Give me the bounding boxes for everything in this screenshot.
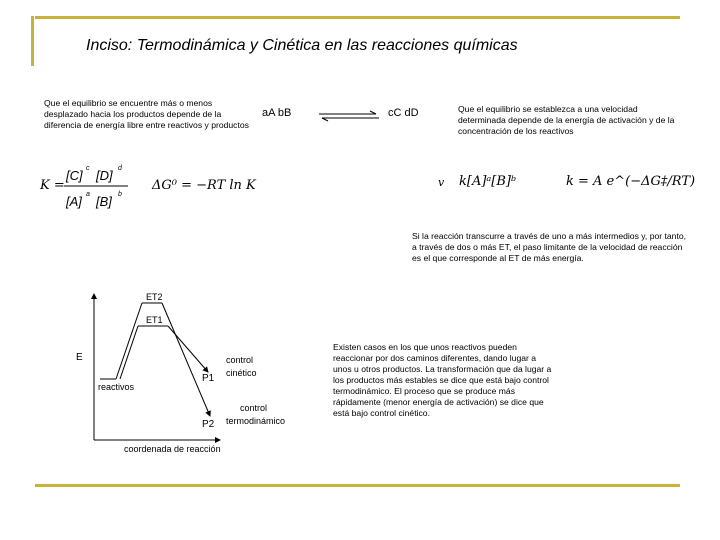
- equilibrium-text: Que el equilibrio se encuentre más o menos desplazado hacia los productos depende de la diferencia de energía libre entre reactivos y productos: [44, 98, 249, 130]
- x-axis-label: coordenada de reacción: [124, 444, 221, 454]
- delta-g-formula: ΔG⁰ = −RT ln K: [152, 178, 256, 193]
- label-et2: ET2: [146, 292, 163, 302]
- reaction-paths-text: Existen casos en los que unos reactivos pueden reaccionar por dos caminos diferentes, dando lugar a unos u otros productos. La transformación que da lugar a los productos más estables se dice que está bajo control termodinámico. El proceso que se produce más rápidamente (menor energía de activación) se dice que está bajo control cinético.: [333, 342, 552, 418]
- left-rule: [31, 16, 34, 66]
- rate-v: v: [438, 176, 445, 189]
- label-control-kinetic-2: cinético: [226, 368, 257, 378]
- label-control-thermo-2: termodinámico: [226, 416, 286, 426]
- svg-text:a: a: [86, 191, 90, 198]
- svg-text:[B]: [B]: [96, 194, 112, 209]
- reaction-arrow: [318, 110, 380, 122]
- rate-expression: k[A]ᵃ[B]ᵇ: [459, 174, 517, 189]
- svg-text:[A]: [A]: [66, 194, 82, 209]
- intermediates-text: Si la reacción transcurre a través de uno a más intermedios y, por tanto, a través de dos o más ET, el paso limitante de la velocidad de reacción es el que corresponde al ET de más energía.: [412, 231, 687, 263]
- rate-constant: k = A e^(−ΔG‡/RT): [566, 174, 696, 189]
- slide-title: Inciso: Termodinámica y Cinética en las reacciones químicas: [86, 37, 518, 54]
- bottom-rule: [35, 484, 680, 487]
- products: cC dD: [388, 107, 419, 119]
- label-p1: P1: [202, 373, 215, 384]
- label-control-kinetic-1: control: [226, 355, 254, 365]
- top-rule: [35, 16, 680, 19]
- reactants: aA bB: [262, 107, 292, 119]
- kinetics-text: Que el equilibrio se establezca a una velocidad determinada depende de la energía de activación y de la concentración de los reactivos: [458, 104, 675, 136]
- svg-text:c: c: [86, 165, 90, 172]
- energy-diagram: [70, 290, 310, 455]
- k-eq-fraction: [62, 162, 132, 214]
- label-p2: P2: [202, 419, 215, 430]
- svg-text:[D]: [D]: [96, 168, 113, 183]
- svg-text:[C]: [C]: [66, 168, 83, 183]
- label-control-thermo-1: control: [240, 403, 268, 413]
- label-reactivos: reactivos: [98, 382, 135, 392]
- label-et1: ET1: [146, 315, 163, 325]
- svg-text:d: d: [118, 165, 122, 172]
- svg-text:b: b: [118, 191, 122, 198]
- k-eq-lhs: K =: [40, 178, 65, 193]
- y-axis-label: E: [76, 352, 83, 363]
